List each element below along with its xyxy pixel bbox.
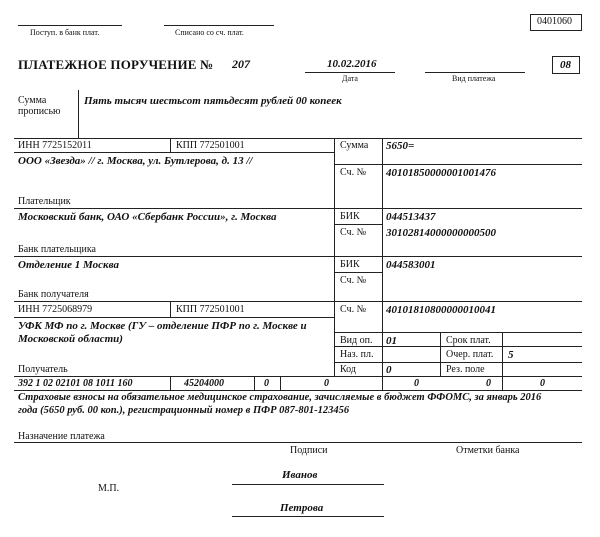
purpose-line1: Страховые взносы на обязательное медицинское страхование, зачисляемые в бюджет ФФОМС, за январь 2016	[18, 392, 542, 403]
payee-account-label: Сч. №	[340, 304, 367, 315]
grid-line	[334, 346, 582, 347]
form-code: 0401060	[537, 16, 572, 27]
grid-line	[14, 301, 582, 302]
oktmo-code: 45204000	[184, 378, 224, 389]
date-label: Дата	[342, 74, 358, 83]
grid-line	[382, 138, 383, 376]
payer-bank-name: Московский банк, ОАО «Сбербанк России», г. Москва	[18, 211, 277, 223]
grid-line	[334, 362, 582, 363]
payer-account: 40101850000001001476	[386, 167, 496, 179]
payer-bank-account-label: Сч. №	[340, 227, 367, 238]
grid-line	[14, 138, 582, 139]
grid-line	[334, 272, 382, 273]
grid-line	[14, 390, 582, 391]
amount-words-divider	[78, 90, 79, 138]
srok-label: Срок плат.	[446, 335, 491, 346]
document-number: 207	[232, 57, 250, 71]
payee-inn: ИНН 7725068979	[18, 304, 93, 315]
document-title: ПЛАТЕЖНОЕ ПОРУЧЕНИЕ №	[18, 57, 214, 72]
date-line	[305, 72, 395, 73]
grid-line	[280, 376, 281, 390]
payer-bank-bik-label: БИК	[340, 211, 360, 222]
grid-line	[14, 208, 582, 209]
payment-type-label: Вид платежа	[452, 74, 496, 83]
purpose-line2: года (5650 руб. 00 коп.), регистрационный номер в ПФР 087-801-123456	[18, 405, 350, 416]
payee-name-line2: Московской области)	[18, 333, 123, 345]
budget-field-2: 0	[324, 378, 329, 389]
kbk-code: 392 1 02 02101 08 1011 160	[18, 378, 133, 389]
grid-line	[334, 164, 582, 165]
grid-line	[170, 138, 171, 152]
payer-bank-label: Банк плательщика	[18, 244, 96, 255]
signer-2: Петрова	[280, 502, 324, 514]
payer-bank-account: 30102814000000000500	[386, 227, 496, 239]
amount-words-label-2: прописью	[18, 106, 61, 117]
payee-account: 40101810800000010041	[386, 304, 496, 316]
budget-field-5: 0	[540, 378, 545, 389]
grid-line	[382, 376, 383, 390]
grid-line	[334, 224, 382, 225]
amount-words-value: Пять тысяч шестьсот пятьдесят рублей 00 копеек	[84, 95, 342, 107]
amount-words-label-1: Сумма	[18, 95, 47, 106]
payee-bank-bik-label: БИК	[340, 259, 360, 270]
grid-line	[502, 332, 503, 376]
ocher-label: Очер. плат.	[446, 349, 494, 360]
grid-line	[502, 376, 503, 390]
payee-bank-name: Отделение 1 Москва	[18, 259, 119, 271]
grid-line	[14, 376, 582, 377]
debited-label: Списано со сч. плат.	[175, 28, 244, 37]
payee-name-line1: УФК МФ по г. Москве (ГУ – отделение ПФР по г. Москве и	[18, 320, 307, 332]
vid-op-value: 01	[386, 335, 397, 347]
grid-line	[14, 317, 334, 318]
payer-inn: ИНН 7725152011	[18, 140, 92, 151]
payer-name: ООО «Звезда» // г. Москва, ул. Бутлерова, д. 13 //	[18, 155, 253, 167]
signatures-label: Подписи	[290, 445, 328, 456]
purpose-label: Назначение платежа	[18, 431, 105, 442]
payer-account-label: Сч. №	[340, 167, 367, 178]
payment-type-line	[425, 72, 525, 73]
payee-bank-account-label: Сч. №	[340, 275, 367, 286]
grid-line	[334, 332, 582, 333]
debited-line	[164, 25, 274, 26]
signature-line-2	[232, 516, 384, 517]
grid-line	[14, 152, 334, 153]
payer-label: Плательщик	[18, 196, 71, 207]
bank-marks-label: Отметки банка	[456, 445, 520, 456]
grid-line	[334, 138, 335, 376]
grid-line	[14, 442, 582, 443]
kod-value: 0	[386, 364, 392, 376]
amount-label: Сумма	[340, 140, 369, 151]
stamp-label: М.П.	[98, 483, 120, 494]
grid-line	[14, 256, 582, 257]
rez-label: Рез. поле	[446, 364, 485, 375]
received-line	[18, 25, 122, 26]
kod-label: Код	[340, 364, 356, 375]
budget-field-4: 0	[486, 378, 491, 389]
payee-bank-bik: 044583001	[386, 259, 436, 271]
status-code: 08	[560, 59, 571, 71]
signature-line-1	[232, 484, 384, 485]
budget-field-3: 0	[414, 378, 419, 389]
naz-label: Наз. пл.	[340, 349, 374, 360]
amount-value: 5650=	[386, 140, 415, 152]
grid-line	[254, 376, 255, 390]
signer-1: Иванов	[282, 469, 318, 481]
payee-label: Получатель	[18, 364, 68, 375]
document-date: 10.02.2016	[327, 58, 377, 70]
payer-bank-bik: 044513437	[386, 211, 436, 223]
grid-line	[170, 301, 171, 317]
budget-field-1: 0	[264, 378, 269, 389]
payer-kpp: КПП 772501001	[176, 140, 245, 151]
payee-bank-label: Банк получателя	[18, 289, 89, 300]
grid-line	[170, 376, 171, 390]
vid-op-label: Вид оп.	[340, 335, 373, 346]
ocher-value: 5	[508, 349, 514, 361]
received-label: Поступ. в банк плат.	[30, 28, 100, 37]
grid-line	[440, 332, 441, 376]
payee-kpp: КПП 772501001	[176, 304, 245, 315]
